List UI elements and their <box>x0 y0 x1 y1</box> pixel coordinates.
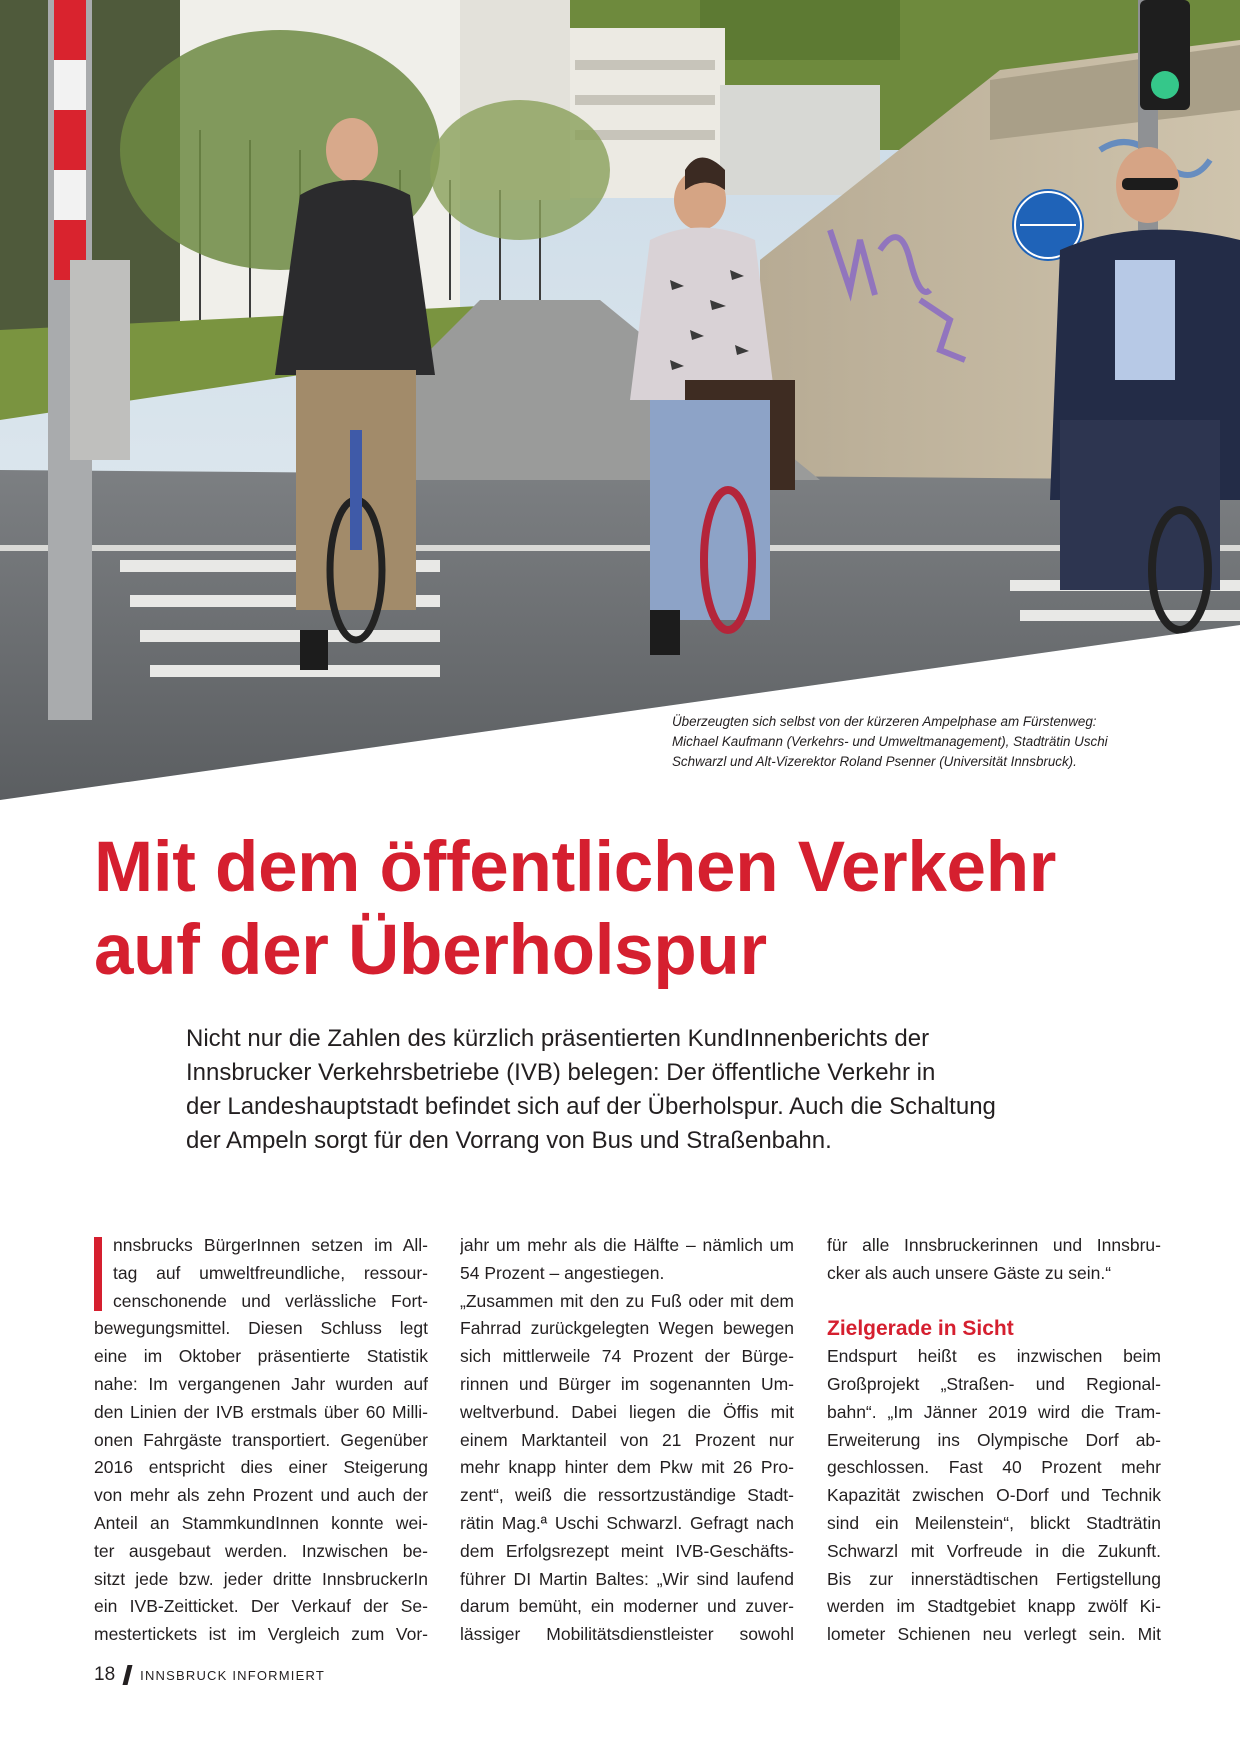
lead-line: der Landeshauptstadt befindet sich auf der Überholspur. Auch die Schaltung <box>186 1093 996 1120</box>
body-line: mestertickets ist im Vergleich zum Vor- <box>94 1624 428 1645</box>
body-line: für alle Innsbruckerinnen und Innsbru- <box>827 1235 1161 1255</box>
body-column-3 <box>827 1232 1161 1649</box>
lead-line: Innsbrucker Verkehrsbetriebe (IVB) belegen: Der öffentliche Verkehr in <box>186 1059 936 1086</box>
headline-line-2: auf der Überholspur <box>94 911 767 990</box>
body-line: Endspurt heißt es inzwischen beim <box>827 1346 1161 1367</box>
page-footer <box>94 1663 325 1687</box>
page-number: 18 <box>94 1664 116 1685</box>
street-scene-image <box>0 0 1240 800</box>
body-line: zent“, weiß die ressortzuständige Stadt- <box>460 1485 794 1506</box>
paragraph-spacer <box>827 1288 1161 1316</box>
body-line: rätin Mag.ª Uschi Schwarzl. Gefragt nach <box>460 1512 794 1533</box>
magazine-name: INNSBRUCK INFORMIERT <box>140 1667 325 1683</box>
body-line: Schwarzl mit Vorfreude in die Zukunft. <box>827 1540 1161 1561</box>
section-subheading: Zielgerade in Sicht <box>827 1317 1014 1341</box>
body-line: Anteil an StammkundInnen konnte wei- <box>94 1512 428 1533</box>
body-line: bewegungsmittel. Diesen Schluss legt <box>94 1318 428 1339</box>
body-column-2 <box>460 1232 794 1649</box>
body-line: darum bemüht, ein moderner und zuver- <box>460 1596 794 1617</box>
caption-line: Michael Kaufmann (Verkehrs- und Umweltmanagement), Stadträtin Uschi <box>672 734 1108 749</box>
hero-photo <box>0 0 1240 800</box>
body-line: mehr knapp hinter dem Pkw mit 26 Pro- <box>460 1457 794 1478</box>
article-lead <box>186 1022 1086 1158</box>
body-line: censchonende und verlässliche Fort- <box>113 1290 428 1311</box>
headline-line-1: Mit dem öffentlichen Verkehr <box>94 828 1057 907</box>
photo-caption <box>672 712 1142 772</box>
body-line: onen Fahrgäste transportiert. Gegenüber <box>94 1429 428 1450</box>
body-line: sind ein Meilenstein“, blickt Stadträtin <box>827 1512 1161 1533</box>
body-line: jahr um mehr als die Hälfte – nämlich um <box>460 1235 794 1255</box>
body-line: ein IVB-Zeitticket. Der Verkauf der Se- <box>94 1596 428 1617</box>
body-line: „Zusammen mit den zu Fuß oder mit dem <box>460 1290 794 1311</box>
body-line: bahn“. „Im Jänner 2019 wird die Tram- <box>827 1401 1161 1422</box>
body-line: lässiger Mobilitätsdienstleister sowohl <box>460 1624 794 1645</box>
body-line: nnsbrucks BürgerInnen setzen im All- <box>113 1235 428 1255</box>
body-line: einem Marktanteil von 21 Prozent nur <box>460 1429 794 1450</box>
body-line: rinnen und Bürger im sogenannten Um- <box>460 1373 794 1394</box>
body-line: geschlossen. Fast 40 Prozent mehr <box>827 1457 1161 1478</box>
body-line: ter ausgebaut werden. Inzwischen be- <box>94 1540 428 1561</box>
caption-line: Schwarzl und Alt-Vizerektor Roland Psenner (Universität Innsbruck). <box>672 754 1077 769</box>
body-line: von mehr als zehn Prozent und auch der <box>94 1485 428 1506</box>
body-line: Erweiterung ins Olympische Dorf ab- <box>827 1429 1161 1450</box>
body-line: 2016 entspricht dies einer Steigerung <box>94 1457 428 1478</box>
body-line: nahe: Im vergangenen Jahr wurden auf <box>94 1373 428 1394</box>
body-line: lometer Schienen neu verlegt sein. Mit <box>827 1624 1161 1645</box>
separator-slash-icon <box>123 1665 133 1685</box>
body-line: werden im Stadtgebiet knapp zwölf Ki- <box>827 1596 1161 1617</box>
body-line: Kapazität zwischen O-Dorf und Technik <box>827 1485 1161 1506</box>
body-line: sich mittlerweile 74 Prozent der Bürge- <box>460 1346 794 1367</box>
body-line: Fahrrad zurückgelegten Wegen bewegen <box>460 1318 794 1339</box>
body-line: Bis zur innerstädtischen Fertigstellung <box>827 1568 1161 1589</box>
caption-line: Überzeugten sich selbst von der kürzeren Ampelphase am Fürstenweg: <box>672 714 1097 729</box>
body-line: Großprojekt „Straßen- und Regional- <box>827 1373 1161 1394</box>
body-line: den Linien der IVB erstmals über 60 Milli- <box>94 1401 428 1422</box>
article-headline <box>94 826 1174 992</box>
lead-line: der Ampeln sorgt für den Vorrang von Bus und Straßenbahn. <box>186 1127 832 1154</box>
body-line: weltverbund. Dabei liegen die Öffis mit <box>460 1401 794 1422</box>
initial-letter-bar <box>94 1237 102 1311</box>
lead-line: Nicht nur die Zahlen des kürzlich präsentierten KundInnenberichts der <box>186 1025 930 1052</box>
body-line: dem Erfolgsrezept meint IVB-Geschäfts- <box>460 1540 794 1561</box>
body-line: 54 Prozent – angestiegen. <box>460 1262 665 1283</box>
body-line: eine im Oktober präsentierte Statistik <box>94 1346 428 1367</box>
body-line: tag auf umweltfreundliche, ressour- <box>113 1262 428 1283</box>
body-column-1 <box>94 1232 428 1649</box>
body-line: führer DI Martin Baltes: „Wir sind laufend <box>460 1568 794 1589</box>
body-line: cker als auch unsere Gäste zu sein.“ <box>827 1262 1112 1283</box>
body-line: sitzt jede bzw. jeder dritte InnsbruckerIn <box>94 1568 428 1589</box>
